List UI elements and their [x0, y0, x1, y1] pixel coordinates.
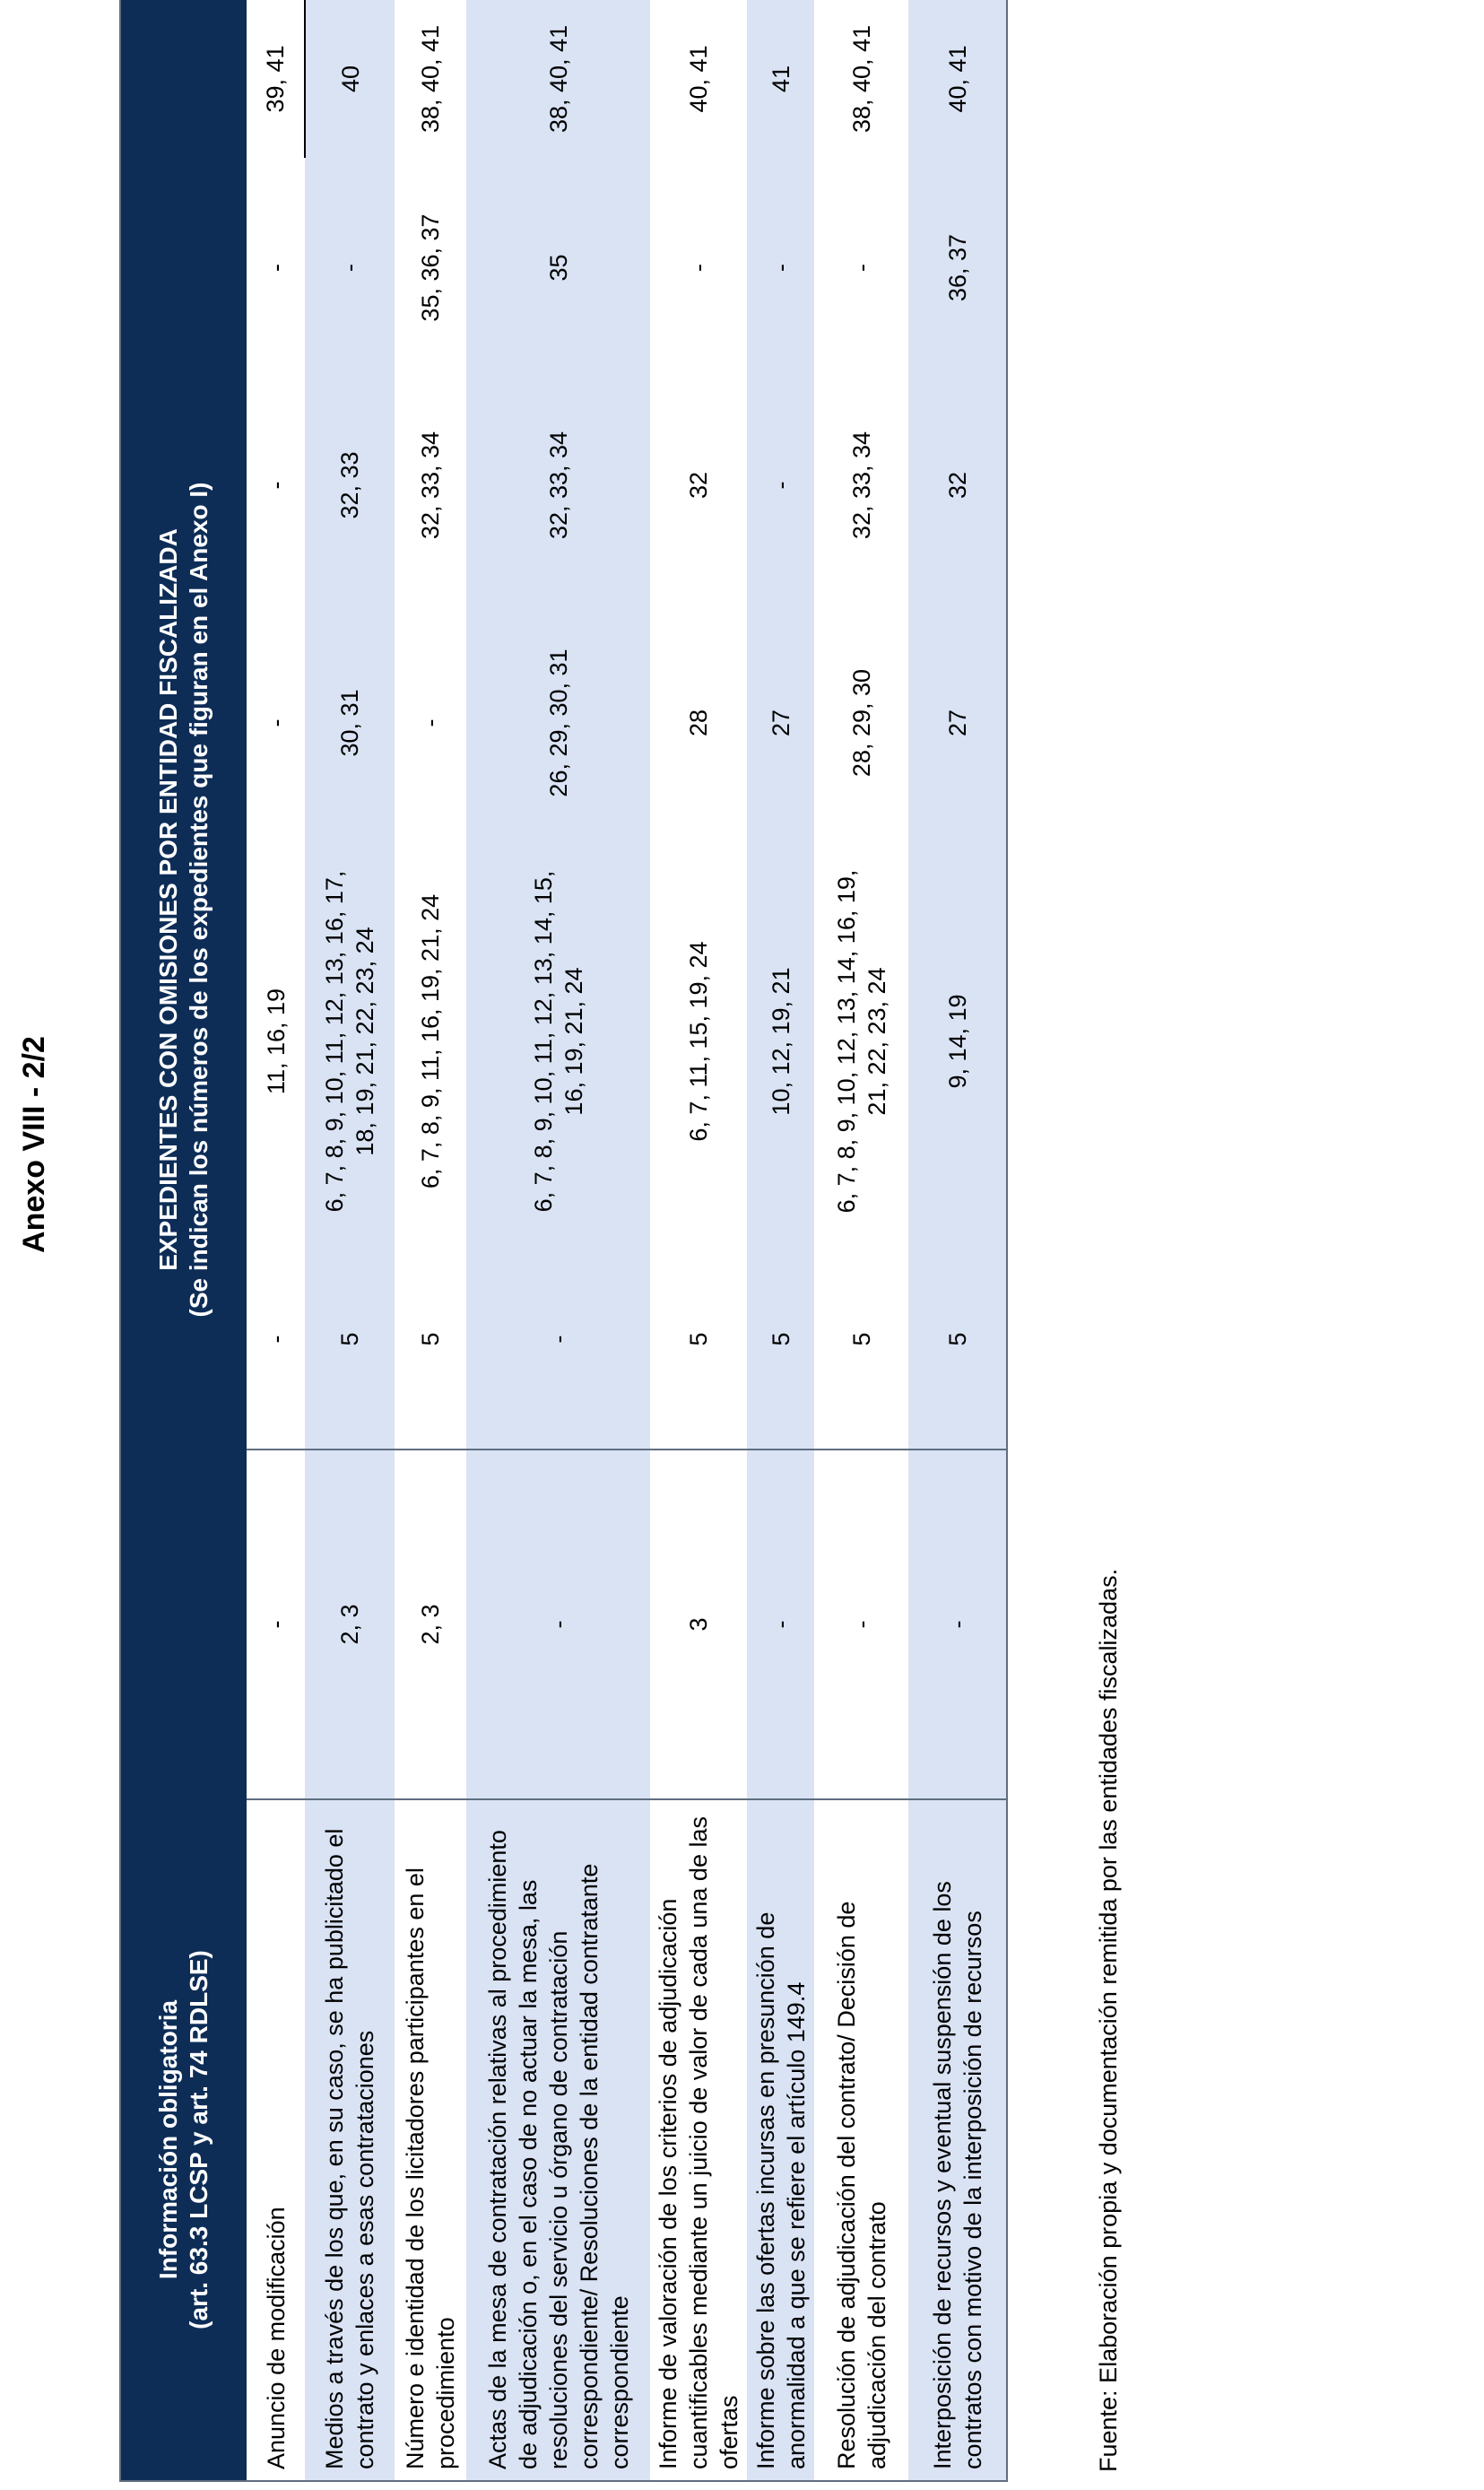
value-cell: 5 — [908, 1230, 1007, 1450]
annex-table — [119, 0, 1008, 2482]
value-cell: 38, 40, 41 — [395, 0, 466, 158]
info-cell: Medios a través de los que, en su caso, se ha publicitado el contrato y enlaces a esas contrataciones — [305, 1799, 395, 2481]
value-cell: 27 — [908, 593, 1007, 853]
page-title: Anexo VIII - 2/2 — [17, 1036, 51, 1253]
value-cell: 6, 7, 8, 9, 11, 16, 19, 21, 24 — [395, 853, 466, 1230]
value-cell: - — [814, 158, 908, 378]
value-cell: 28 — [650, 593, 747, 853]
value-cell: 41 — [747, 0, 814, 158]
value-cell: - — [814, 1450, 908, 1799]
value-cell: 26, 29, 30, 31 — [466, 593, 650, 853]
value-cell: 5 — [650, 1230, 747, 1450]
value-cell: - — [247, 378, 305, 593]
value-cell: 36, 37 — [908, 158, 1007, 378]
table-row — [908, 0, 1007, 2481]
value-cell: 40 — [305, 0, 395, 158]
value-cell: 35 — [466, 158, 650, 378]
info-cell: Resolución de adjudicación del contrato/ Decisión de adjudicación del contrato — [814, 1799, 908, 2481]
value-cell: 6, 7, 11, 15, 19, 24 — [650, 853, 747, 1230]
value-cell: 28, 29, 30 — [814, 593, 908, 853]
value-cell: 2, 3 — [305, 1450, 395, 1799]
value-cell: 27 — [747, 593, 814, 853]
value-cell: 5 — [395, 1230, 466, 1450]
value-cell: 6, 7, 8, 9, 10, 12, 13, 14, 16, 19, 21, 22, 23, 24 — [814, 853, 908, 1230]
value-cell: 32, 33 — [305, 378, 395, 593]
value-cell: 38, 40, 41 — [466, 0, 650, 158]
header-information-line2: (art. 63.3 LCSP y art. 74 RDLSE) — [185, 1950, 213, 2329]
table-header-row — [120, 0, 247, 2481]
table-row — [814, 0, 908, 2481]
value-cell: 39, 41 — [247, 0, 305, 158]
value-cell: 40, 41 — [650, 0, 747, 158]
header-expedientes-line2: (Se indican los números de los expedientes que figuran en el Anexo I) — [185, 482, 213, 1318]
header-information — [120, 1799, 247, 2481]
table-row — [395, 0, 466, 2481]
value-cell: - — [305, 158, 395, 378]
source-note: Fuente: Elaboración propia y documentación remitida por las entidades fiscalizadas. — [1095, 1568, 1122, 2472]
info-cell: Interposición de recursos y eventual suspensión de los contratos con motivo de la interposición de recursos — [908, 1799, 1007, 2481]
value-cell: 9, 14, 19 — [908, 853, 1007, 1230]
value-cell: - — [747, 158, 814, 378]
info-cell: Informe de valoración de los criterios de adjudicación cuantificables mediante un juicio de valor de cada una de las ofertas — [650, 1799, 747, 2481]
value-cell: 6, 7, 8, 9, 10, 11, 12, 13, 16, 17, 18, 19, 21, 22, 23, 24 — [305, 853, 395, 1230]
value-cell: 40, 41 — [908, 0, 1007, 158]
value-cell: 35, 36, 37 — [395, 158, 466, 378]
value-cell: - — [247, 1450, 305, 1799]
header-expedientes-line1: EXPEDIENTES CON OMISIONES POR ENTIDAD FISCALIZADA — [154, 528, 182, 1271]
value-cell: - — [247, 158, 305, 378]
value-cell: 3 — [650, 1450, 747, 1799]
value-cell: - — [747, 1450, 814, 1799]
table-row — [747, 0, 814, 2481]
value-cell: - — [908, 1450, 1007, 1799]
table-row — [247, 0, 305, 2481]
info-cell: Anuncio de modificación — [247, 1799, 305, 2481]
value-cell: 11, 16, 19 — [247, 853, 305, 1230]
value-cell: 32, 33, 34 — [814, 378, 908, 593]
value-cell: - — [650, 158, 747, 378]
value-cell: - — [466, 1450, 650, 1799]
value-cell: 5 — [814, 1230, 908, 1450]
value-cell: 32, 33, 34 — [466, 378, 650, 593]
info-cell: Número e identidad de los licitadores participantes en el procedimiento — [395, 1799, 466, 2481]
value-cell: 2, 3 — [395, 1450, 466, 1799]
info-cell: Informe sobre las ofertas incursas en presunción de anormalidad a que se refiere el artículo 149.4 — [747, 1799, 814, 2481]
value-cell: 32, 33, 34 — [395, 378, 466, 593]
value-cell: - — [747, 378, 814, 593]
value-cell: - — [395, 593, 466, 853]
value-cell: 30, 31 — [305, 593, 395, 853]
value-cell: 5 — [305, 1230, 395, 1450]
value-cell: 32 — [908, 378, 1007, 593]
value-cell: 6, 7, 8, 9, 10, 11, 12, 13, 14, 15, 16, 19, 21, 24 — [466, 853, 650, 1230]
value-cell: - — [466, 1230, 650, 1450]
value-cell: 10, 12, 19, 21 — [747, 853, 814, 1230]
value-cell: - — [247, 1230, 305, 1450]
table-row — [466, 0, 650, 2481]
table-row — [305, 0, 395, 2481]
header-information-line1: Información obligatoria — [154, 1999, 182, 2280]
value-cell: - — [247, 593, 305, 853]
value-cell: 32 — [650, 378, 747, 593]
table-row — [650, 0, 747, 2481]
value-cell: 5 — [747, 1230, 814, 1450]
header-expedientes — [120, 0, 247, 1799]
value-cell: 38, 40, 41 — [814, 0, 908, 158]
info-cell: Actas de la mesa de contratación relativas al procedimiento de adjudicación o, en el caso de no actuar la mesa, las resoluciones del servicio u órgano de contratación correspondiente/ Resoluciones de la entidad contratante correspondiente — [466, 1799, 650, 2481]
